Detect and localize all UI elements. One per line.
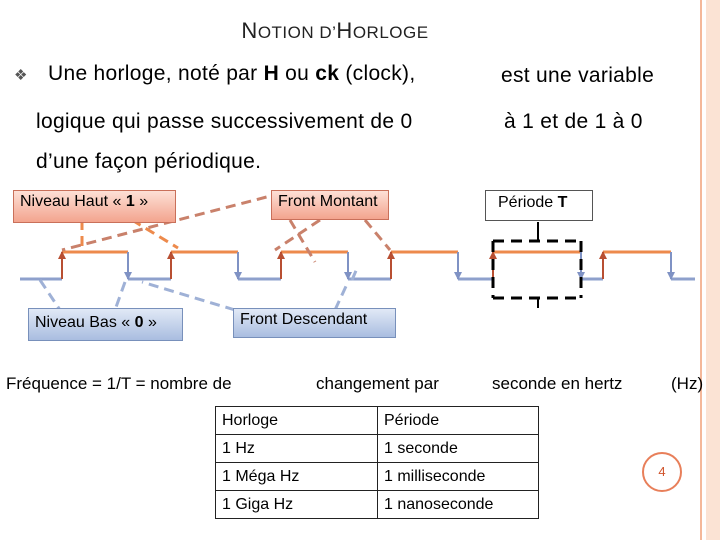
table-header-periode: Période: [378, 407, 539, 435]
pointer-front-montant-3: [365, 220, 390, 250]
frequence-part-4: (Hz): [671, 374, 704, 393]
pointer-lines-high: [82, 220, 178, 250]
page-number-badge: 4: [642, 452, 682, 492]
line1-text: Une horloge, noté par: [48, 62, 264, 85]
line1-clock: (clock),: [339, 62, 416, 85]
paragraph-line-2a: logique qui passe successivement de 0: [36, 110, 413, 133]
pointer-niveau-bas-2: [115, 282, 125, 310]
pointer-front-descendant-1: [142, 282, 235, 310]
table-header-horloge: Horloge: [216, 407, 378, 435]
paragraph-line-1d: est une variable: [501, 64, 655, 87]
niveau-haut-close: »: [134, 193, 149, 210]
clock-rising-edges: [62, 252, 603, 279]
pointer-front-descendant-2: [335, 282, 348, 310]
pointer-front-montant-4: [290, 220, 315, 262]
niveau-haut-text: Niveau Haut «: [20, 193, 126, 210]
line1-ou: ou: [279, 62, 316, 85]
niveau-bas-text: Niveau Bas «: [35, 314, 135, 331]
frequency-period-table: [215, 406, 539, 519]
front-montant-label: Front Montant: [271, 190, 389, 220]
table-row: [216, 435, 539, 463]
diamond-bullet-icon: ❖: [14, 67, 28, 84]
clock-falling-edges: [128, 252, 671, 279]
frequence-part-3: seconde en hertz: [492, 374, 623, 393]
line1-ck: ck: [315, 62, 340, 85]
title-part-2: ORLOGE: [352, 23, 429, 42]
table-cell: 1 milliseconde: [378, 463, 539, 491]
table-cell: 1 Giga Hz: [216, 491, 378, 519]
title-letter-n: N: [241, 18, 258, 43]
niveau-bas-value: 0: [134, 314, 144, 331]
title-part-1: OTION D’: [257, 23, 337, 42]
table-cell: 1 seconde: [378, 435, 539, 463]
paragraph-line-2b: à 1 et de 1 à 0: [504, 110, 643, 133]
pointer-niveau-bas-1: [40, 280, 60, 310]
niveau-bas-close: »: [143, 314, 157, 331]
table-row: [216, 463, 539, 491]
period-bracket: [493, 241, 581, 298]
table-cell: 1 Méga Hz: [216, 463, 378, 491]
paragraph-line-3: d’une façon périodique.: [36, 150, 262, 173]
frequence-part-1: Fréquence = 1/T = nombre de: [6, 374, 232, 393]
periode-text: Période: [498, 194, 558, 211]
line1-H: H: [263, 62, 280, 85]
table-cell: 1 nanoseconde: [378, 491, 539, 519]
periode-T: T: [557, 194, 568, 211]
frequence-part-2: changement par: [316, 374, 439, 393]
niveau-haut-label: [13, 190, 176, 223]
table-cell: 1 Hz: [216, 435, 378, 463]
table-row: [216, 491, 539, 519]
table-header-row: [216, 407, 539, 435]
periode-label: [485, 190, 593, 221]
pointer-lines-low: [40, 266, 358, 310]
pointer-niveau-haut-2: [132, 220, 178, 248]
niveau-bas-label: [28, 308, 183, 341]
front-descendant-label: Front Descendant: [233, 308, 396, 338]
niveau-haut-value: 1: [125, 193, 135, 210]
title-letter-h: H: [336, 18, 353, 43]
